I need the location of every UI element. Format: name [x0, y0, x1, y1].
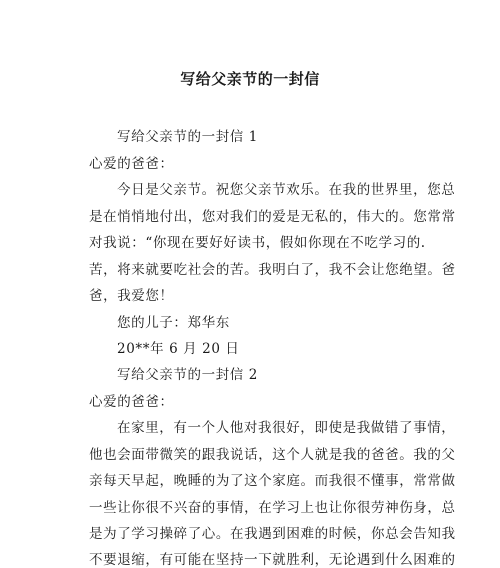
section-heading-2: 写给父亲节的一封信 2	[117, 367, 258, 383]
paragraph-line: 一些让你很不兴奋的事情，在学习上也让你很劳神伤身，总	[89, 500, 456, 516]
section-heading-1: 写给父亲节的一封信 1	[117, 129, 258, 145]
paragraph-line: 今日是父亲节。祝您父亲节欢乐。在我的世界里，您总	[117, 182, 456, 198]
paragraph-line: 苦，将来就要吃社会的苦。我明白了，我不会让您绝望。爸	[89, 262, 456, 278]
signature-line: 您的儿子：郑华东	[117, 315, 230, 331]
paragraph-line: 爸，我爱您！	[89, 288, 174, 304]
document-title: 写给父亲节的一封信	[180, 70, 320, 88]
paragraph-line: 是在悄悄地付出，您对我们的爱是无私的，伟大的。您常常	[89, 209, 456, 225]
paragraph-line: 亲每天早起，晚睡的为了这个家庭。而我很不懂事，常常做	[89, 473, 456, 489]
date-line: 20**年 6 月 20 日	[117, 341, 240, 357]
salutation-2: 心爱的爸爸：	[89, 394, 174, 410]
paragraph-line: 对我说：“你现在要好好读书，假如你现在不吃学习的.	[89, 235, 426, 251]
paragraph-line: 不要退缩，有可能在坚持一下就胜利，无论遇到什么困难的	[89, 552, 456, 568]
paragraph-line: 在家里，有一个人他对我很好，即使是我做错了事情，	[117, 420, 456, 436]
paragraph-line: 他也会面带微笑的跟我说话，这个人就是我的爸爸。我的父	[89, 447, 456, 463]
paragraph-line: 是为了学习操碎了心。在我遇到困难的时候，你总会告知我	[89, 526, 456, 542]
salutation-1: 心爱的爸爸：	[89, 156, 174, 172]
